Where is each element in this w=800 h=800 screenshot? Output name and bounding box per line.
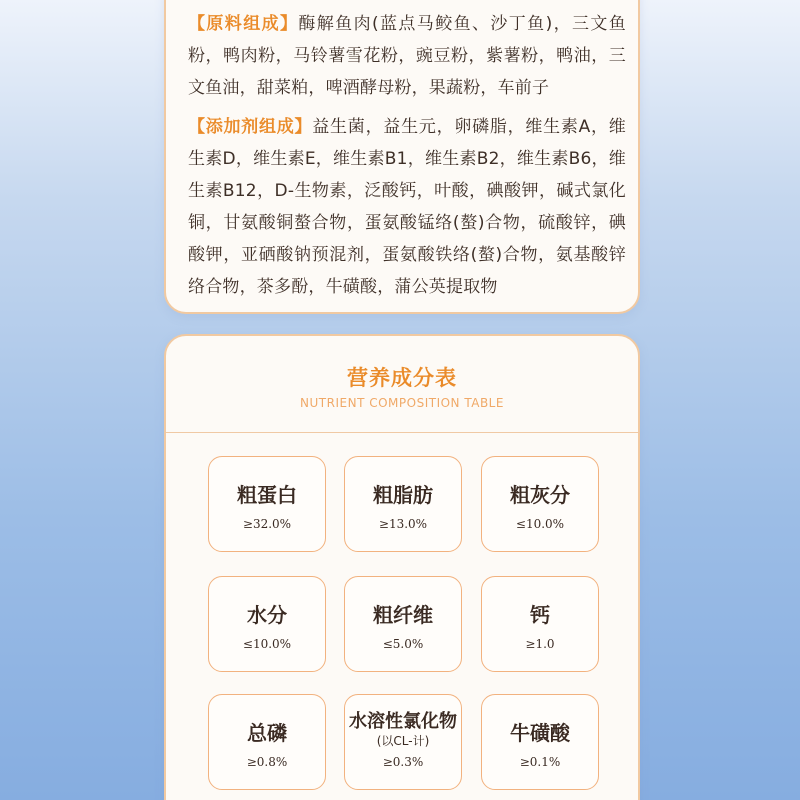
ingredients-card (164, 0, 640, 314)
nutrient-name: 水溶性氯化物 (349, 711, 457, 732)
nutrient-name: 总磷 (247, 721, 287, 745)
nutrient-value: ≥0.8% (246, 755, 288, 769)
additives-tag: 【添加剂组成】 (188, 117, 313, 137)
nutrient-table-subtitle: NUTRIENT COMPOSITION TABLE (300, 396, 504, 410)
nutrient-tile-crude-ash (481, 456, 599, 552)
nutrient-name: 粗灰分 (510, 483, 570, 507)
nutrient-table-title: 营养成分表 (347, 366, 457, 390)
nutrient-value: ≥1.0 (525, 637, 555, 651)
raw-materials-paragraph (188, 8, 626, 104)
nutrient-value: ≥0.3% (382, 755, 424, 769)
nutrient-name: 水分 (247, 603, 287, 627)
nutrient-value: ≤10.0% (242, 637, 292, 651)
nutrient-tile-crude-fiber (344, 576, 462, 672)
nutrient-value: ≥0.1% (519, 755, 561, 769)
additives-paragraph (188, 111, 626, 303)
nutrient-value: ≤5.0% (382, 637, 424, 651)
nutrient-value: ≥32.0% (242, 517, 292, 531)
nutrient-name: 钙 (530, 603, 550, 627)
nutrient-name: 粗纤维 (373, 603, 433, 627)
nutrient-tile-total-phosphorus (208, 694, 326, 790)
nutrient-tile-crude-fat (344, 456, 462, 552)
nutrient-name: 粗蛋白 (237, 483, 297, 507)
nutrient-note: (以CL-计) (376, 734, 430, 748)
nutrient-value: ≤10.0% (515, 517, 565, 531)
nutrient-table-card (164, 334, 640, 800)
nutrient-value: ≥13.0% (378, 517, 428, 531)
nutrient-tile-water-soluble-chloride (344, 694, 462, 790)
raw-materials-tag: 【原料组成】 (188, 14, 299, 34)
nutrient-tile-taurine (481, 694, 599, 790)
nutrient-tile-calcium (481, 576, 599, 672)
raw-materials-text: 酶解鱼肉(蓝点马鲛鱼、沙丁鱼)，三文鱼粉，鸭肉粉，马铃薯雪花粉，豌豆粉，紫薯粉，鸭油，三文鱼油，甜菜粕，啤酒酵母粉，果蔬粉，车前子 (188, 14, 626, 98)
nutrient-tile-moisture (208, 576, 326, 672)
additives-text: 益生菌，益生元，卵磷脂，维生素A，维生素D，维生素E，维生素B1，维生素B2，维生素B6，维生素B12，D-生物素，泛酸钙，叶酸，碘酸钾，碱式氯化铜，甘氨酸铜螯合物，蛋氨酸锰络(螯)合物，硫酸锌，碘酸钾，亚硒酸钠预混剂，蛋氨酸铁络(螯)合物，氨基酸锌络合物，茶多酚，牛磺酸，蒲公英提取物 (188, 117, 626, 297)
nutrient-name: 粗脂肪 (373, 483, 433, 507)
title-divider (166, 432, 638, 433)
nutrient-tile-crude-protein (208, 456, 326, 552)
nutrient-name: 牛磺酸 (510, 721, 570, 745)
